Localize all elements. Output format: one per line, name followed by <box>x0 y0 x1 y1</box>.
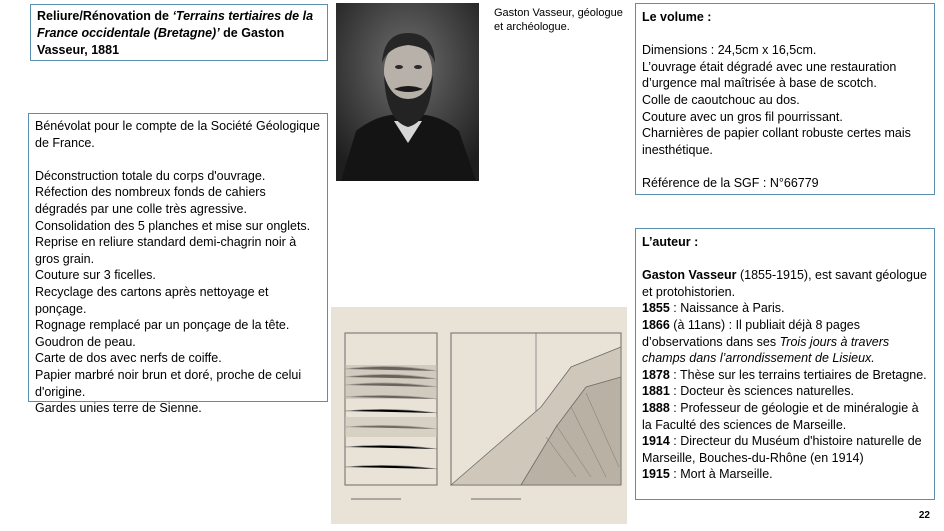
author-event <box>642 317 928 367</box>
work-line: Recyclage des cartons après nettoyage et ponçage. <box>35 284 269 316</box>
work-gap <box>35 151 321 168</box>
title-book: ‘Terrains tertiaires de la France occidentale (Bretagne)’ <box>37 9 314 40</box>
work-line: Carte de dos avec nerfs de coiffe. <box>35 351 222 366</box>
author-name: Gaston Vasseur <box>642 268 737 283</box>
volume-line: Couture avec un gros fil pourrissant. <box>642 109 843 124</box>
volume-line: Référence de la SGF : N°66779 <box>642 175 819 190</box>
work-line: Consolidation des 5 planches et mise sur onglets. <box>35 218 311 233</box>
event-text: : Professeur de géologie et de minéralogie à la Faculté des sciences de Marseille. <box>642 400 919 432</box>
author-heading: L’auteur : <box>642 235 699 249</box>
work-line: Goudron de peau. <box>35 334 136 349</box>
work-line: Gardes unies terre de Sienne. <box>35 401 202 416</box>
author-gap <box>642 251 928 268</box>
title-box <box>30 4 328 61</box>
author-event <box>642 433 928 466</box>
work-line: Papier marbré noir brun et doré, proche de celui d'origine. <box>35 367 302 399</box>
event-text: : Docteur ès sciences naturelles. <box>669 384 854 399</box>
portrait-illustration <box>336 3 479 181</box>
author-event <box>642 383 928 400</box>
event-year: 1855 <box>642 301 670 316</box>
author-event <box>642 400 928 433</box>
author-intro <box>642 267 928 300</box>
event-text: (à 11ans) : Il publiait déjà 8 pages d’observations dans ses <box>642 317 860 349</box>
event-year: 1881 <box>642 384 670 399</box>
event-year: 1914 <box>642 434 670 449</box>
event-text: : Directeur du Muséum d'histoire naturelle de Marseille, Bouches-du-Rhône (en 1914) <box>642 434 922 465</box>
author-event <box>642 466 928 483</box>
author-event <box>642 367 928 384</box>
volume-gap <box>642 26 928 43</box>
volume-heading: Le volume : <box>642 10 712 24</box>
work-line: Couture sur 3 ficelles. <box>35 268 156 283</box>
event-italic-title: Trois jours à travers champs dans l’arrondissement de Lisieux. <box>642 334 890 366</box>
volume-line: Colle de caoutchouc au dos. <box>642 92 800 107</box>
event-text: : Thèse sur les terrains tertiaires de Bretagne. <box>669 367 927 382</box>
event-year: 1888 <box>642 400 670 415</box>
event-text: : Naissance à Paris. <box>669 301 785 316</box>
event-year: 1866 <box>642 317 670 332</box>
work-line: Rognage remplacé par un ponçage de la tête. <box>35 318 290 333</box>
photo-caption: Gaston Vasseur, géologue et archéologue. <box>494 7 623 33</box>
geology-figure-illustration <box>331 307 627 524</box>
volume-line: Dimensions : 24,5cm x 16,5cm. <box>642 43 817 58</box>
author-intro-text: (1855-1915), est savant géologue et protohistorien. <box>642 268 927 299</box>
volume-box <box>635 3 935 195</box>
work-line: Réfection des nombreux fonds de cahiers dégradés par une colle très agressive. <box>35 185 266 216</box>
author-box <box>635 228 935 500</box>
volume-line: L’ouvrage était dégradé avec une restauration d’urgence mal maîtrisée à base de scotch. <box>642 59 897 91</box>
author-event <box>642 300 928 317</box>
volume-line: Charnières de papier collant robuste certes mais inesthétique. <box>642 126 911 157</box>
volume-gap <box>642 158 928 175</box>
event-year: 1915 <box>642 467 670 482</box>
title-suffix: de Gaston Vasseur, 1881 <box>37 26 285 57</box>
work-line: Déconstruction totale du corps d'ouvrage. <box>35 168 266 183</box>
event-year: 1878 <box>642 367 670 382</box>
event-text: : Mort à Marseille. <box>669 467 773 482</box>
portrait-photo <box>336 3 479 181</box>
work-line: Bénévolat pour le compte de la Société Géologique de France. <box>35 119 320 150</box>
title-prefix: Reliure/Rénovation de <box>37 9 173 23</box>
work-line: Reprise en reliure standard demi-chagrin noir à gros grain. <box>35 235 297 266</box>
geology-figure <box>331 307 627 524</box>
work-description-box <box>28 113 328 416</box>
page-number: 22 <box>918 510 930 521</box>
